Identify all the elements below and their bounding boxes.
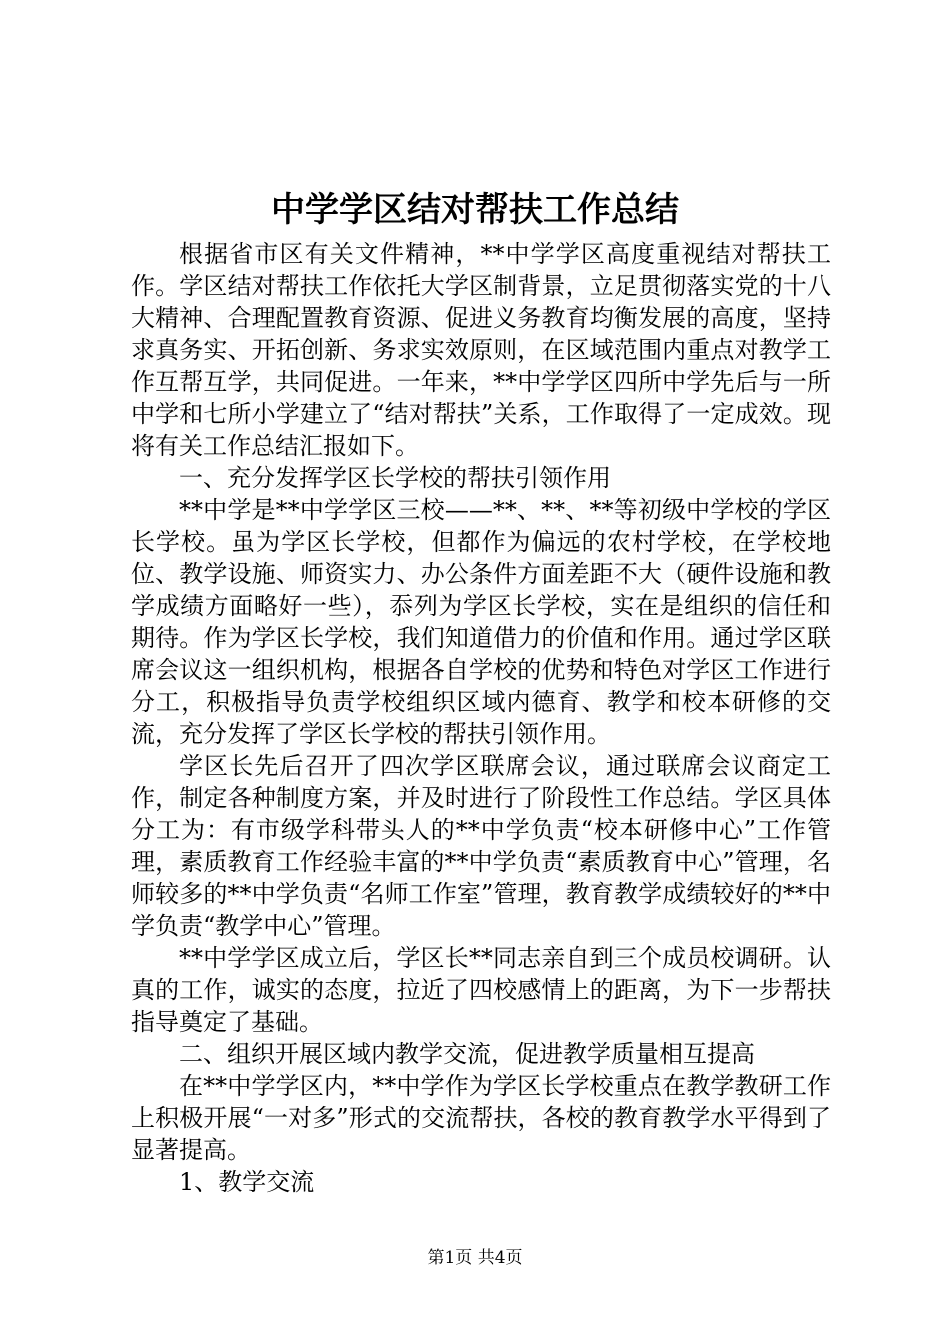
document-body (131, 238, 831, 1198)
paragraph-section2-a: 在**中学学区内，**中学作为学区长学校重点在教学教研工作上积极开展“一对多”形式的交流帮扶，各校的教育教学水平得到了显著提高。 (131, 1072, 831, 1164)
document-title: 中学学区结对帮扶工作总结 (271, 190, 679, 230)
subsection-heading-1: 1、教学交流 (179, 1168, 315, 1196)
paragraph-intro: 根据省市区有关文件精神，**中学学区高度重视结对帮扶工作。学区结对帮扶工作依托大学区制背景，立足贯彻落实党的十八大精神、合理配置教育资源、促进义务教育均衡发展的高度，坚持求真务实、开拓创新、务求实效原则，在区域范围内重点对教学工作互帮互学，共同促进。一年来，**中学学区四所中学先后与一所中学和七所小学建立了“结对帮扶”关系，工作取得了一定成效。现将有关工作总结汇报如下。 (131, 240, 831, 460)
paragraph-section1-b: 学区长先后召开了四次学区联席会议，通过联席会议商定工作，制定各种制度方案，并及时进行了阶段性工作总结。学区具体分工为：有市级学科带头人的**中学负责“校本研修中心”工作管理，素质教育工作经验丰富的**中学负责“素质教育中心”管理，名师较多的**中学负责“名师工作室”管理，教育教学成绩较好的**中学负责“教学中心”管理。 (131, 752, 831, 940)
page-number-footer: 第1页 共4页 (427, 1248, 523, 1268)
paragraph-section1-a: **中学是**中学学区三校——**、**、**等初级中学校的学区长学校。虽为学区长学校，但都作为偏远的农村学校，在学校地位、教学设施、师资实力、办公条件方面差距不大（硬件设施和教学成绩方面略好一些），忝列为学区长学校，实在是组织的信任和期待。作为学区长学校，我们知道借力的价值和作用。通过学区联席会议这一组织机构，根据各自学校的优势和特色对学区工作进行分工，积极指导负责学校组织区域内德育、教学和校本研修的交流，充分发挥了学区长学校的帮扶引领作用。 (131, 496, 831, 748)
section-heading-2: 二、组织开展区域内教学交流，促进教学质量相互提高 (179, 1040, 755, 1068)
paragraph-section1-c: **中学学区成立后，学区长**同志亲自到三个成员校调研。认真的工作，诚实的态度，拉近了四校感情上的距离，为下一步帮扶指导奠定了基础。 (131, 944, 831, 1036)
section-heading-1: 一、充分发挥学区长学校的帮扶引领作用 (179, 464, 611, 492)
